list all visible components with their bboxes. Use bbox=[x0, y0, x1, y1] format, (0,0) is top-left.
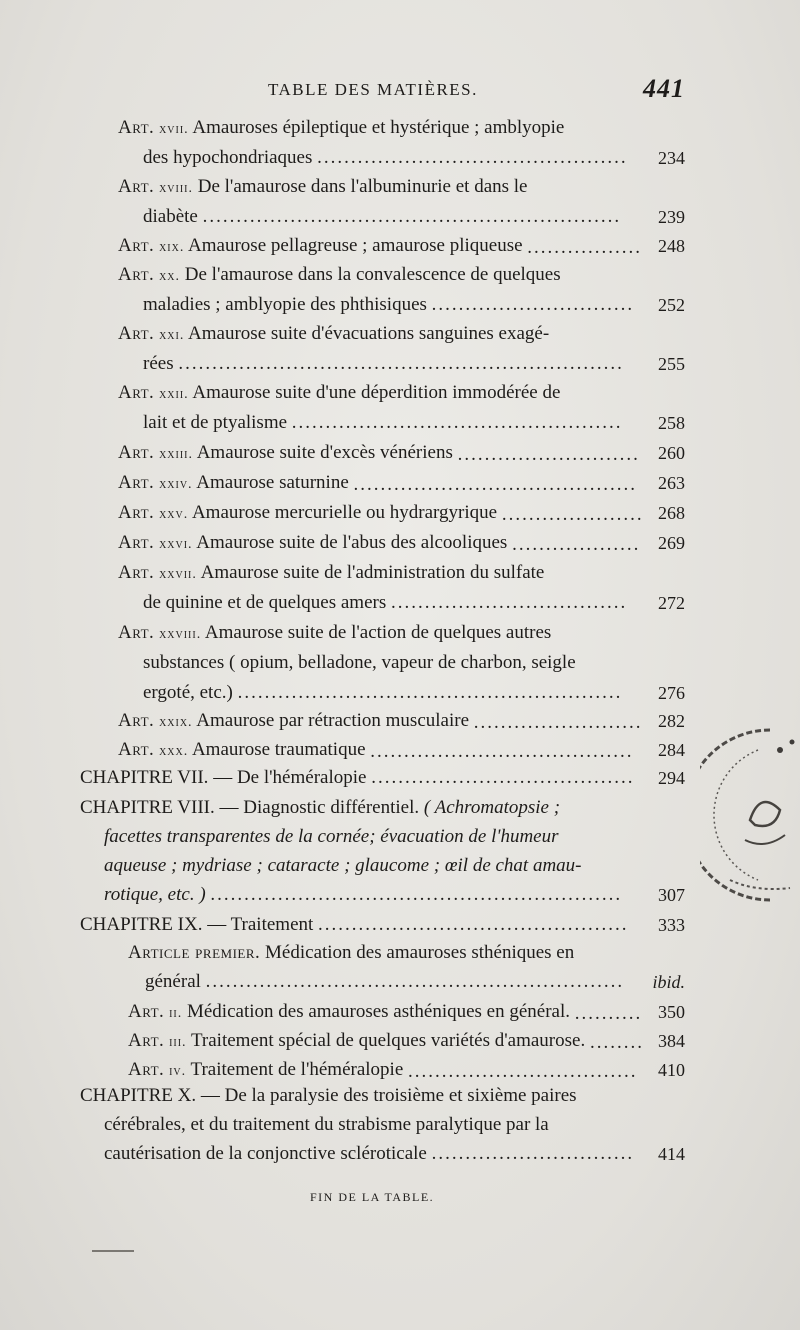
dot-leader: .............................. bbox=[431, 1143, 635, 1164]
toc-line bbox=[104, 824, 685, 850]
toc-line bbox=[104, 1141, 685, 1167]
dot-leader: ................... bbox=[512, 534, 641, 555]
toc-line bbox=[118, 737, 685, 765]
toc-line bbox=[143, 680, 685, 706]
toc-line bbox=[118, 321, 685, 349]
page-ref: 282 bbox=[658, 711, 685, 731]
entry-title: Amaurose pellagreuse ; amaurose pliqueuse bbox=[188, 235, 523, 256]
entry-label: Art. bbox=[128, 1059, 165, 1080]
toc-line bbox=[118, 174, 685, 202]
entry-title: rées bbox=[143, 353, 174, 374]
entry-label: Art. bbox=[128, 1030, 165, 1051]
page-ref: 294 bbox=[658, 768, 685, 788]
dot-leader: .......... bbox=[574, 1003, 643, 1024]
toc-line bbox=[143, 650, 685, 676]
entry-title: Amaurose suite d'excès vénériens bbox=[196, 442, 453, 463]
toc-line bbox=[80, 765, 685, 791]
toc-line bbox=[118, 530, 685, 558]
toc-line bbox=[118, 262, 685, 290]
article-number: xxix. bbox=[159, 715, 193, 730]
entry-title: des hypochondriaques bbox=[143, 147, 313, 168]
page-number: 441 bbox=[643, 74, 685, 103]
entry-title: Amaurose suite de l'abus des alcooliques bbox=[196, 532, 508, 553]
entry-title: — Diagnostic différentiel. bbox=[219, 797, 420, 818]
article-number: xxvii. bbox=[159, 567, 197, 582]
entry-label: CHAPITRE IX. bbox=[80, 914, 203, 935]
margin-mark bbox=[92, 1250, 134, 1252]
entry-label: Art. bbox=[118, 382, 155, 403]
toc-line bbox=[143, 351, 685, 377]
toc-line bbox=[145, 969, 685, 995]
entry-label: Art. bbox=[118, 323, 155, 344]
dot-leader: .............................................. bbox=[318, 914, 629, 935]
page-ref: 255 bbox=[658, 354, 685, 374]
entry-title: diabète bbox=[143, 206, 198, 227]
article-number: xxx. bbox=[159, 744, 189, 759]
toc-line bbox=[143, 410, 685, 436]
entry-label: Art. bbox=[118, 710, 155, 731]
toc-line bbox=[118, 380, 685, 408]
entry-title: lait et de ptyalisme bbox=[143, 412, 288, 433]
dot-leader: .......................................... bbox=[353, 474, 637, 495]
article-number: xxii. bbox=[159, 387, 189, 402]
article-number: iii. bbox=[169, 1035, 187, 1050]
toc-line bbox=[118, 440, 685, 468]
toc-line bbox=[128, 940, 685, 966]
article-number: xxi. bbox=[159, 328, 185, 343]
page-ref: 234 bbox=[658, 148, 685, 168]
dot-leader: ....................................... bbox=[370, 741, 634, 762]
toc-line bbox=[104, 882, 685, 908]
entry-label: Art. bbox=[118, 235, 155, 256]
entry-title: — Traitement bbox=[207, 914, 314, 935]
article-number: xviii. bbox=[159, 181, 193, 196]
entry-title: Amaurose suite d'une déperdition immodérée de bbox=[192, 382, 561, 403]
entry-label: Art. bbox=[118, 562, 155, 583]
entry-title: Amaurose suite de l'administration du sulfate bbox=[200, 562, 545, 583]
entry-subtitle: facettes transparentes de la cornée; évacuation de l'humeur bbox=[104, 826, 559, 847]
toc-line bbox=[143, 145, 685, 171]
dot-leader: ........................... bbox=[457, 444, 640, 465]
dot-leader: .............................................................. bbox=[205, 971, 625, 992]
article-number: ii. bbox=[169, 1006, 183, 1021]
toc-line bbox=[143, 590, 685, 616]
running-head bbox=[100, 76, 685, 106]
toc-line bbox=[128, 999, 685, 1027]
dot-leader: .............................................................. bbox=[202, 206, 622, 227]
page-ref: 272 bbox=[658, 593, 685, 613]
entry-label: CHAPITRE VII. bbox=[80, 767, 209, 788]
toc-line bbox=[118, 560, 685, 588]
entry-label: CHAPITRE X. bbox=[80, 1085, 197, 1106]
dot-leader: .................................................................. bbox=[178, 353, 624, 374]
entry-title: cérébrales, et du traitement du strabisme paralytique par la bbox=[104, 1114, 549, 1135]
entry-subtitle: aqueuse ; mydriase ; cataracte ; glaucome ; œil de chat amau- bbox=[104, 855, 582, 876]
entry-title: cautérisation de la conjonctive scléroticale bbox=[104, 1143, 427, 1164]
dot-leader: ..................... bbox=[501, 504, 644, 525]
article-number: xxiv. bbox=[159, 477, 193, 492]
toc-line bbox=[104, 1112, 685, 1138]
page-ref: 269 bbox=[658, 533, 685, 553]
library-stamp-icon bbox=[700, 720, 800, 910]
page-ref: 307 bbox=[658, 885, 685, 905]
toc-line bbox=[118, 115, 685, 143]
entry-title: Amaurose traumatique bbox=[191, 739, 366, 760]
article-number: xx. bbox=[159, 269, 181, 284]
page-ref: 350 bbox=[658, 1002, 685, 1022]
page-ref: 252 bbox=[658, 295, 685, 315]
entry-label: Art. bbox=[118, 532, 155, 553]
entry-title: De l'amaurose dans l'albuminurie et dans le bbox=[197, 176, 528, 197]
entry-label: Article premier. bbox=[128, 942, 261, 963]
page-ref: 384 bbox=[658, 1031, 685, 1051]
toc-line bbox=[80, 795, 685, 821]
dot-leader: ................................... bbox=[390, 592, 628, 613]
dot-leader: ....................................... bbox=[371, 767, 635, 788]
dot-leader: .................................. bbox=[408, 1061, 638, 1082]
entry-title: de quinine et de quelques amers bbox=[143, 592, 387, 613]
entry-label: Art. bbox=[118, 442, 155, 463]
entry-subtitle: rotique, etc. ) bbox=[104, 884, 206, 905]
article-number: iv. bbox=[169, 1064, 187, 1079]
article-number: xxiii. bbox=[159, 447, 193, 462]
dot-leader: ........ bbox=[589, 1032, 644, 1053]
toc-line bbox=[80, 1083, 685, 1109]
entry-label: Art. bbox=[118, 472, 155, 493]
toc-line bbox=[118, 500, 685, 528]
dot-leader: ................................................. bbox=[291, 412, 623, 433]
toc-line bbox=[118, 620, 685, 648]
page-ref: 414 bbox=[658, 1144, 685, 1164]
dot-leader: ................. bbox=[527, 237, 643, 258]
page-ref: 276 bbox=[658, 683, 685, 703]
toc-line bbox=[143, 204, 685, 230]
page-ref: 260 bbox=[658, 443, 685, 463]
toc-line bbox=[80, 912, 685, 938]
running-title: TABLE DES MATIÈRES. bbox=[268, 80, 478, 99]
page-ref: 239 bbox=[658, 207, 685, 227]
toc-line bbox=[118, 708, 685, 736]
entry-label: CHAPITRE VIII. bbox=[80, 797, 215, 818]
entry-title: Amauroses épileptique et hystérique ; amblyopie bbox=[192, 117, 565, 138]
page-ref: 333 bbox=[658, 915, 685, 935]
entry-label: Art. bbox=[118, 502, 155, 523]
entry-title: Amaurose par rétraction musculaire bbox=[196, 710, 470, 731]
dot-leader: ............................................................. bbox=[210, 884, 623, 905]
entry-label: Art. bbox=[118, 739, 155, 760]
entry-subtitle: ( Achromatopsie ; bbox=[423, 797, 561, 818]
entry-label: Art. bbox=[128, 1001, 165, 1022]
toc-line bbox=[143, 292, 685, 318]
article-number: xxvi. bbox=[159, 537, 193, 552]
entry-label: Art. bbox=[118, 176, 155, 197]
entry-title: Médication des amauroses sthéniques en bbox=[265, 942, 575, 963]
entry-title: Amaurose mercurielle ou hydrargyrique bbox=[191, 502, 498, 523]
toc-line bbox=[104, 853, 685, 879]
page-ref: 268 bbox=[658, 503, 685, 523]
article-number: xxviii. bbox=[159, 627, 202, 642]
entry-title: Amaurose suite d'évacuations sanguines exagé- bbox=[188, 323, 550, 344]
page-ref: 248 bbox=[658, 236, 685, 256]
page-ref: 284 bbox=[658, 740, 685, 760]
toc-line bbox=[128, 1057, 685, 1085]
entry-label: Art. bbox=[118, 264, 155, 285]
article-number: xix. bbox=[159, 240, 185, 255]
entry-title: Amaurose saturnine bbox=[196, 472, 349, 493]
entry-title: Traitement spécial de quelques variétés d'amaurose. bbox=[190, 1030, 586, 1051]
entry-title: Médication des amauroses asthéniques en général. bbox=[186, 1001, 571, 1022]
dot-leader: .............................................. bbox=[317, 147, 628, 168]
toc-line bbox=[118, 470, 685, 498]
page-ref: 263 bbox=[658, 473, 685, 493]
article-number: xxv. bbox=[159, 507, 189, 522]
entry-label: Art. bbox=[118, 117, 155, 138]
page-ref: ibid. bbox=[652, 972, 685, 992]
page-ref: 410 bbox=[658, 1060, 685, 1080]
entry-title: général bbox=[145, 971, 201, 992]
dot-leader: ......................... bbox=[473, 712, 643, 733]
entry-label: Art. bbox=[118, 622, 155, 643]
toc-line bbox=[128, 1028, 685, 1056]
dot-leader: .............................. bbox=[431, 294, 635, 315]
toc-line bbox=[118, 233, 685, 261]
entry-title: De l'amaurose dans la convalescence de quelques bbox=[184, 264, 561, 285]
entry-title: — De la paralysie des troisième et sixième paires bbox=[200, 1085, 577, 1106]
entry-title: Amaurose suite de l'action de quelques autres bbox=[204, 622, 552, 643]
entry-title: — De l'héméralopie bbox=[213, 767, 367, 788]
entry-title: Traitement de l'héméralopie bbox=[190, 1059, 404, 1080]
dot-leader: ......................................................... bbox=[237, 682, 623, 703]
page-ref: 258 bbox=[658, 413, 685, 433]
article-number: xvii. bbox=[159, 122, 189, 137]
entry-title: maladies ; amblyopie des phthisiques bbox=[143, 294, 427, 315]
end-of-table-note: FIN DE LA TABLE. bbox=[310, 1190, 435, 1204]
entry-title: substances ( opium, belladone, vapeur de charbon, seigle bbox=[143, 652, 576, 673]
entry-title: ergoté, etc.) bbox=[143, 682, 233, 703]
